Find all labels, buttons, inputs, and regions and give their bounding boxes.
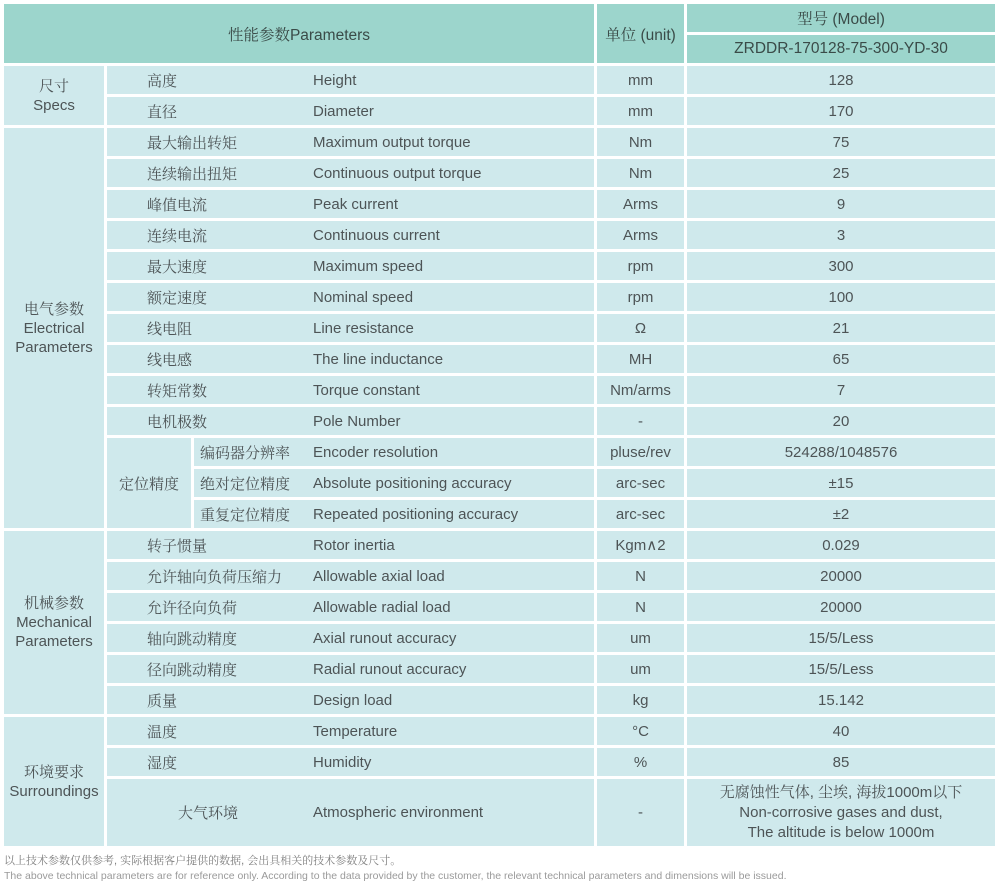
param-label-zh: 连续输出扭矩 [147,165,238,183]
section-label-line: Specs [33,96,75,114]
section-label [4,66,104,125]
unit-cell: mm [597,66,684,94]
section-label-line: Electrical [23,319,85,337]
param-label-en: Continuous output torque [313,164,482,182]
value-cell: 15/5/Less [687,624,995,652]
param-label-wrap [107,535,594,556]
param-label-en: Pole Number [313,412,401,430]
table-row [4,438,995,466]
group-label: 定位精度 [107,438,191,528]
param-label-wrap [107,163,594,184]
param-label-wrap [107,225,594,246]
param-label-en: Humidity [313,753,372,771]
param-label-zh: 径向跳动精度 [147,661,238,679]
unit-cell: um [597,624,684,652]
table-row [4,66,995,94]
value-cell: 300 [687,252,995,280]
param-label-cell [107,562,594,590]
section-label-line: Parameters [15,338,93,356]
value-cell: 128 [687,66,995,94]
unit-cell: Nm [597,128,684,156]
param-label-zh: 额定速度 [147,289,208,307]
unit-cell: rpm [597,252,684,280]
unit-cell: N [597,562,684,590]
table-row [4,593,995,621]
table-row [4,376,995,404]
table-row [4,221,995,249]
param-label-zh: 线电感 [147,351,193,369]
param-label-wrap [107,256,594,277]
param-label-wrap [107,70,594,91]
section-label-line: 机械参数 [23,595,84,612]
value-cell: 25 [687,159,995,187]
table-row [4,655,995,683]
value-cell: 20000 [687,593,995,621]
param-label-zh: 轴向跳动精度 [147,630,238,648]
param-label-zh: 高度 [147,72,178,90]
table-row [4,128,995,156]
value-cell: ±2 [687,500,995,528]
unit-cell: N [597,593,684,621]
param-label-wrap [107,132,594,153]
value-cell: 7 [687,376,995,404]
unit-cell: mm [597,97,684,125]
param-label-cell [107,531,594,559]
table-row [4,190,995,218]
param-label-zh: 线电阻 [147,320,193,338]
value-cell: 20 [687,407,995,435]
param-label-wrap [107,194,594,215]
table-row [4,345,995,373]
param-label-en: Design load [313,691,393,709]
param-label-en: Continuous current [313,226,440,244]
value-line: 无腐蚀性气体, 尘埃, 海拔1000m以下 [719,783,963,801]
unit-cell: % [597,748,684,776]
param-label-cell [107,345,594,373]
param-label-en: Height [313,71,357,89]
value-cell: 524288/1048576 [687,438,995,466]
param-label-en: Axial runout accuracy [313,629,457,647]
value-line: The altitude is below 1000m [747,823,935,841]
param-label-cell [107,252,594,280]
unit-cell: rpm [597,283,684,311]
table-row [4,252,995,280]
unit-cell: - [597,779,684,846]
footnote-en: The above technical parameters are for reference only. According to the data provided by the customer, the relevant technical parameters and dimensions will be issued. [4,870,787,882]
unit-cell: °C [597,717,684,745]
param-label-cell [107,376,594,404]
unit-cell: Arms [597,221,684,249]
param-label-cell [107,748,594,776]
section-label-line: Parameters [15,633,93,650]
param-label-en: Maximum output torque [313,133,471,151]
param-label-zh: 连续电流 [147,227,208,245]
param-label-en: The line inductance [313,350,444,368]
param-label-wrap [107,101,594,122]
param-label-zh: 温度 [147,723,178,741]
param-label-cell [107,779,594,846]
param-label-en: Diameter [313,102,374,120]
value-cell: 65 [687,345,995,373]
param-label-cell [107,66,594,94]
value-cell: 170 [687,97,995,125]
param-label-zh: 允许径向负荷 [147,599,238,617]
section-label-line: Surroundings [9,782,99,800]
param-label-zh: 最大速度 [147,258,208,276]
unit-cell: arc-sec [597,469,684,497]
param-label-wrap [107,628,594,649]
param-label-en: Atmospheric environment [313,804,484,821]
table-row [4,283,995,311]
table-row [4,531,995,559]
table-row [4,97,995,125]
param-label-en: Temperature [313,722,398,740]
table-row [4,624,995,652]
unit-cell: um [597,655,684,683]
param-label-cell [107,221,594,249]
param-label-zh: 质量 [147,692,178,710]
param-label-cell [107,190,594,218]
param-label-wrap [194,442,594,463]
param-label-en: Encoder resolution [313,443,439,461]
section-label [4,128,104,528]
value-cell: 3 [687,221,995,249]
param-label-zh: 允许轴向负荷压缩力 [147,568,283,586]
param-label-wrap [107,287,594,308]
param-label-wrap [107,318,594,339]
unit-cell: kg [597,686,684,714]
value-cell: 0.029 [687,531,995,559]
model-header: 型号 (Model) [687,4,995,32]
value-cell: 20000 [687,562,995,590]
footnote-zh: 以上技术参数仅供参考, 实际根据客户提供的数据, 会出具相关的技术参数及尺寸。 [4,855,402,867]
param-label-zh: 编码器分辨率 [200,444,291,462]
value-cell: 40 [687,717,995,745]
model-value: ZRDDR-170128-75-300-YD-30 [687,35,995,63]
section-label [4,717,104,846]
param-label-en: Maximum speed [313,257,424,275]
spec-table-body [4,4,995,846]
value-line: Non-corrosive gases and dust, [739,803,943,821]
param-label-cell [107,407,594,435]
table-row [4,779,995,846]
table-row [4,562,995,590]
value-cell: 100 [687,283,995,311]
unit-cell: MH [597,345,684,373]
param-label-zh: 绝对定位精度 [200,475,291,493]
param-label-cell [107,97,594,125]
param-label-wrap [107,349,594,370]
param-label-cell [107,159,594,187]
param-label-wrap [194,473,594,494]
param-label-wrap [107,690,594,711]
unit-cell: - [597,407,684,435]
param-label-en: Rotor inertia [313,536,395,554]
param-label-cell [107,314,594,342]
param-label-wrap [107,597,594,618]
param-label-en: Radial runout accuracy [313,660,467,678]
param-label-cell [107,686,594,714]
value-cell: 15.142 [687,686,995,714]
unit-header: 单位 (unit) [597,4,684,63]
section-label [4,531,104,714]
param-label-wrap [107,752,594,773]
param-label-cell [107,593,594,621]
param-label-en: Absolute positioning accuracy [313,474,512,492]
param-label-wrap [107,659,594,680]
spec-table [1,1,998,849]
param-label-en: Repeated positioning accuracy [313,505,519,523]
param-label-wrap [107,380,594,401]
param-label-wrap [107,802,594,823]
section-label-line: 电气参数 [23,300,84,318]
unit-cell: Kgm∧2 [597,531,684,559]
param-label-cell [107,283,594,311]
unit-cell: Arms [597,190,684,218]
value-cell: 21 [687,314,995,342]
value-cell: 15/5/Less [687,655,995,683]
param-label-wrap [107,411,594,432]
param-label-en: Nominal speed [313,288,414,306]
param-label-cell [194,469,594,497]
param-label-en: Allowable radial load [313,598,451,616]
param-label-zh: 最大输出转矩 [147,134,238,152]
unit-cell: Nm [597,159,684,187]
footnotes [4,854,998,884]
value-cell: 9 [687,190,995,218]
unit-cell: Ω [597,314,684,342]
param-label-cell [194,438,594,466]
unit-cell: pluse/rev [597,438,684,466]
param-label-cell [194,500,594,528]
param-label-en: Peak current [313,195,399,213]
table-row [4,717,995,745]
param-label-zh: 转子惯量 [147,537,208,555]
table-header-row-1 [4,4,995,32]
param-label-zh: 湿度 [147,754,178,772]
section-label-line: 尺寸 [38,77,69,95]
table-row [4,686,995,714]
value-cell: 75 [687,128,995,156]
param-label-wrap [107,721,594,742]
param-label-zh: 电机极数 [147,413,208,431]
section-label-line: Mechanical [16,614,92,631]
param-label-en: Allowable axial load [313,567,445,585]
param-label-zh: 转矩常数 [147,382,208,400]
param-label-en: Torque constant [313,381,420,399]
table-row [4,748,995,776]
param-label-zh: 大气环境 [178,805,239,822]
value-cell: ±15 [687,469,995,497]
param-label-cell [107,717,594,745]
unit-cell: Nm/arms [597,376,684,404]
table-row [4,407,995,435]
param-label-wrap [107,566,594,587]
param-label-cell [107,624,594,652]
value-cell [687,779,995,846]
section-label-line: 环境要求 [23,763,84,781]
param-label-cell [107,128,594,156]
value-cell: 85 [687,748,995,776]
table-row [4,314,995,342]
unit-cell: arc-sec [597,500,684,528]
parameters-header: 性能参数Parameters [4,4,594,63]
param-label-zh: 重复定位精度 [200,506,291,524]
table-row [4,159,995,187]
param-label-zh: 直径 [147,103,178,121]
param-label-wrap [194,504,594,525]
param-label-zh: 峰值电流 [147,196,208,214]
param-label-cell [107,655,594,683]
param-label-en: Line resistance [313,319,414,337]
